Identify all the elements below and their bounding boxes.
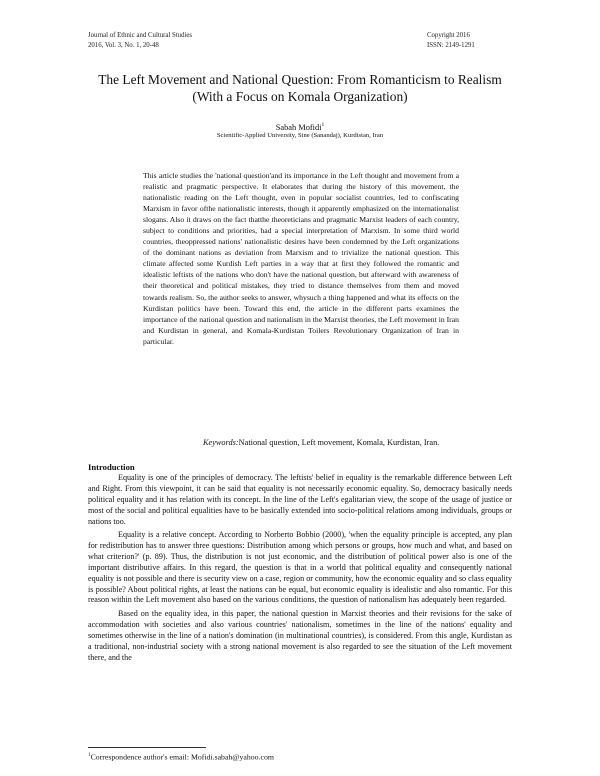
abstract: This article studies the 'national question'and its importance in the Left thought and movement from a realistic and pragmatic perspective. It elaborates that during the history of this movement, the nationalistic reading on the Left thought, even in popular socialist countries, led to confiscating Marxism in favor ofthe nationalistic interests, though it apparently emphasized on the internationalist slogans. Also it draws on the fact thatthe theoreticians and pragmatic Marxist leaders of each country, subject to conditions and priorities, had a special interpretation of Marxism. In some third world countries, theoppressed nations' nationalistic desires have been condemned by the Left organizations of the dominant nations as deviation from Marxism and to trivialize the national question. This climate affected some Kurdish Left parties in a way that at first they followed the romantic and idealistic leftists of the nations who don't have the national question, but afterward with awareness of their theoretical and political mistakes, they tried to distance themselves from them and moved towards realism. So, the author seeks to answer, whysuch a thing happened and what its effects on the Kurdistan politics have been. Toward this end, the article in the different parts examines the importance of the national question and nationalism in the Marxist theories, the Left movement in Iran and Kurdistan in general, and Komala-Kurdistan Toilers Revolutionary Organization of Iran in particular. [143, 171, 459, 346]
paragraph: Based on the equality idea, in this paper, the national question in Marxist theories and their revisions for the sake of accommodation with societies and also various countries' nationalism, sometimes in the line of the nations' equality and sometimes otherwise in the line of a nation's domination (in multinational countries), is considered. From this angle, Kurdistan as a traditional, non-industrial society with a strong national movement is also regarded to see the situation of the Left movement there, and the [88, 608, 512, 662]
author-affiliation: Scientific-Applied University, Sine (Sanandaj), Kurdistan, Iran [216, 132, 384, 139]
paper-title [60, 71, 540, 105]
footnote-text: Correspondence author's email: Mofidi.sabah@yahoo.com [90, 752, 274, 762]
journal-volume: 2016, Vol. 3, No. 1, 20-48 [88, 41, 159, 49]
keywords-label: Keywords: [203, 438, 239, 447]
section-heading-introduction: Introduction [88, 462, 135, 472]
paragraph: Equality is one of the principles of democracy. The leftists' belief in equality is the remarkable difference between Left and Right. From this viewpoint, it can be said that equality is not necessarily economic equality. So, democracy basically needs political equality and it has relation with its concept. In the line of the Left's egalitarian view, the scope of the usage of justice or most of the social and political equalities have to be basically extended into socio-political relations among individuals, groups or nations too. [88, 473, 512, 526]
introduction-body [88, 473, 512, 666]
copyright-header [427, 31, 475, 50]
keywords [203, 437, 463, 448]
footnote-divider [88, 747, 206, 748]
journal-header [88, 31, 192, 50]
title-line-2: (With a Focus on Komala Organization) [192, 89, 408, 104]
footnote [88, 750, 274, 763]
author-name: Sabah Mofidi [275, 122, 322, 132]
issn: ISSN: 2149-1291 [427, 41, 475, 49]
author-footnote-mark: 1 [321, 122, 325, 128]
title-line-1: The Left Movement and National Question: From Romanticism to Realism [98, 72, 502, 87]
journal-name: Journal of Ethnic and Cultural Studies [88, 32, 193, 39]
copyright-year: Copyright 2016 [427, 32, 470, 39]
footnote-mark: 1 [88, 752, 91, 758]
keywords-text: National question, Left movement, Komala, Kurdistan, Iran. [238, 438, 440, 447]
paragraph: Equality is a relative concept. According to Norberto Bobbio (2000), 'when the equality principle is accepted, any plan for redistribution has to answer three questions: Distribution among which persons or groups, how much and what, and based on what criterion?' (p. 89). Thus, the distribution is not just economic, and the distribution of political power also is one of the important distributive affairs. In this regard, the question is that in a world that political equality and consequently national equality is not possible and there is security view on a case, region or community, how the economic equality and so class equality is possible? About political rights, at least the nations can be equal, but economic equality is idealistic and also romantic. For this reason within the Left movement also based on the various conditions, the question of nationalism has adequately been regarded. [88, 530, 512, 605]
